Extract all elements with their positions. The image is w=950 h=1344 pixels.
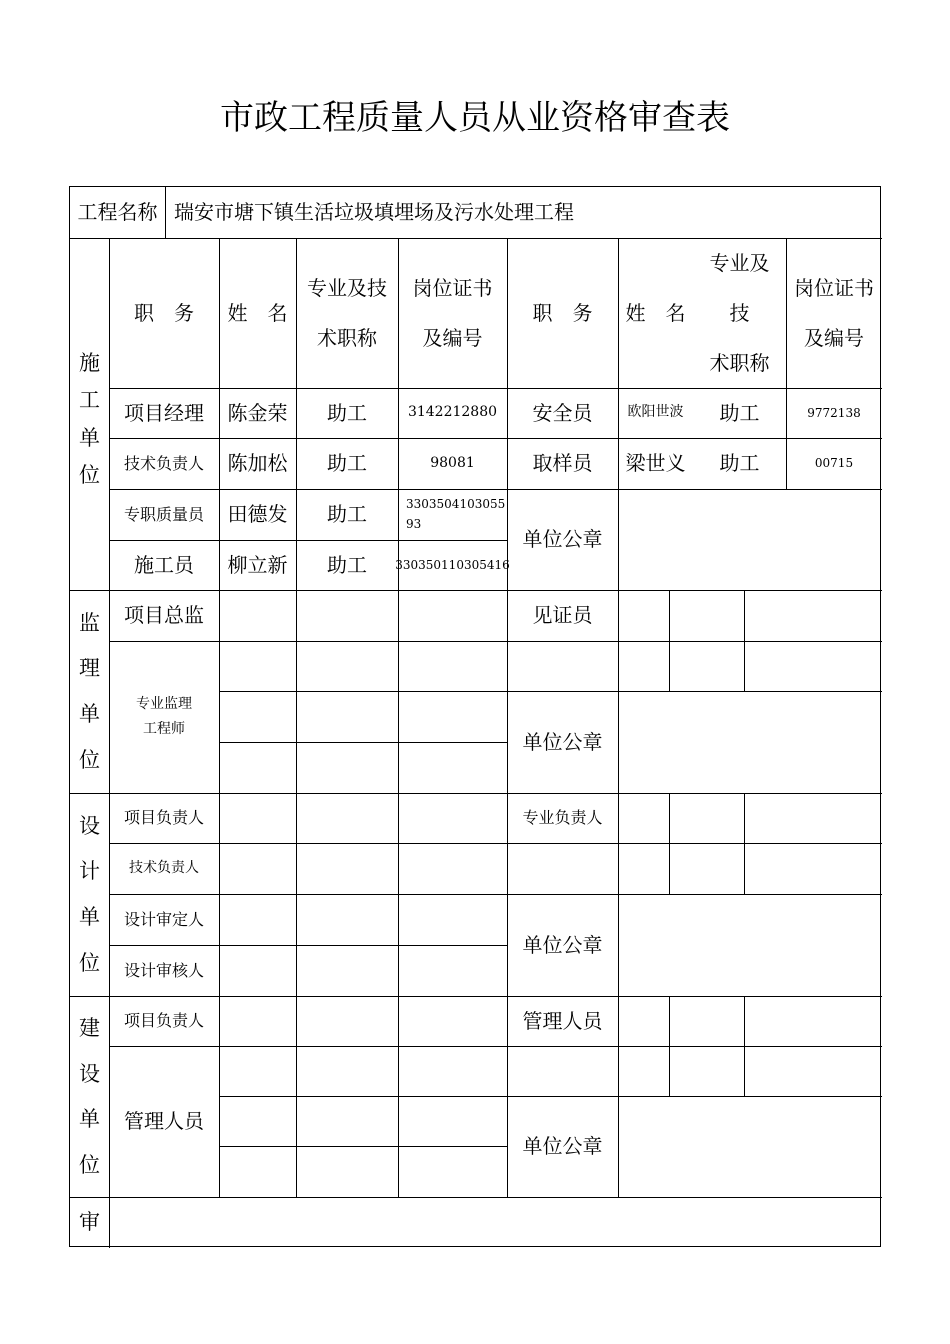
role-cell-2: 安全员 — [532, 400, 593, 425]
builder-project-lead-label: 项目负责人 — [123, 1011, 204, 1030]
title-cell: 助工 — [327, 502, 367, 526]
name-cell-2: 欧阳世波 — [627, 404, 684, 421]
review-label: 审 — [79, 1209, 100, 1234]
design-tech-lead-label: 技术负责人 — [129, 859, 199, 876]
witness-label: 见证员 — [532, 603, 593, 627]
role-cell: 专职质量员 — [123, 504, 204, 524]
builder-manager-label-left: 管理人员 — [124, 1109, 204, 1133]
title-cell: 助工 — [327, 400, 367, 425]
cert-cell: 330350410305593 — [406, 497, 506, 531]
title-cell-2: 助工 — [719, 451, 760, 475]
role-cell: 项目经理 — [124, 400, 204, 425]
cert-cell-2: 00715 — [814, 456, 854, 470]
builder-seal-label: 单位公章 — [522, 1134, 603, 1158]
header-role-2: 职 务 — [532, 300, 593, 325]
name-cell: 柳立新 — [227, 552, 288, 577]
header-role: 职 务 — [134, 300, 194, 325]
cert-cell: 98081 — [430, 454, 475, 471]
header-name-2: 姓 名 — [625, 300, 686, 325]
construction-seal-label: 单位公章 — [522, 527, 603, 551]
header-cert-2: 岗位证书 及编号 — [794, 276, 874, 350]
builder-manager-label-right: 管理人员 — [522, 1008, 603, 1033]
name-cell: 陈金荣 — [227, 400, 288, 425]
project-name-value: 瑞安市塘下镇生活垃圾填埋场及污水处理工程 — [174, 200, 574, 224]
header-name: 姓 名 — [227, 300, 288, 325]
construction-unit-label: 施 工 单 位 — [79, 351, 100, 487]
design-reviewer-label: 设计审核人 — [123, 960, 204, 980]
header-title: 专业及技 术职称 — [307, 276, 387, 350]
supervision-seal-label: 单位公章 — [522, 729, 603, 754]
name-cell: 田德发 — [227, 502, 288, 526]
cert-cell: 3142212880 — [407, 404, 498, 421]
role-cell: 技术负责人 — [123, 453, 204, 473]
title-cell: 助工 — [327, 451, 367, 475]
name-cell-2: 梁世义 — [625, 451, 686, 475]
builder-unit-label: 建 设 单 位 — [79, 1016, 100, 1177]
supervision-engineer-label: 专业监理 工程师 — [136, 695, 192, 737]
cert-cell: 330350110305416 — [395, 557, 510, 572]
header-cert: 岗位证书 及编号 — [412, 276, 493, 350]
role-cell: 施工员 — [134, 552, 194, 577]
header-title-2: 专业及 技 术职称 — [709, 251, 770, 375]
project-name-label: 工程名称 — [77, 200, 158, 224]
design-seal-label: 单位公章 — [522, 932, 603, 957]
supervision-unit-label: 监 理 单 位 — [79, 610, 100, 773]
page-title: 市政工程质量人员从业资格审查表 — [220, 98, 730, 138]
design-project-lead-label: 项目负责人 — [123, 808, 204, 827]
qualification-form — [69, 186, 881, 1247]
chief-supervisor-label: 项目总监 — [124, 603, 204, 627]
cert-cell-2: 9772138 — [807, 405, 861, 420]
design-approver-label: 设计审定人 — [123, 909, 204, 929]
name-cell: 陈加松 — [227, 451, 288, 475]
title-cell: 助工 — [327, 552, 367, 577]
title-cell-2: 助工 — [719, 400, 760, 425]
design-unit-label: 设 计 单 位 — [79, 813, 100, 976]
design-pro-lead-label: 专业负责人 — [522, 808, 603, 827]
role-cell-2: 取样员 — [532, 451, 593, 475]
